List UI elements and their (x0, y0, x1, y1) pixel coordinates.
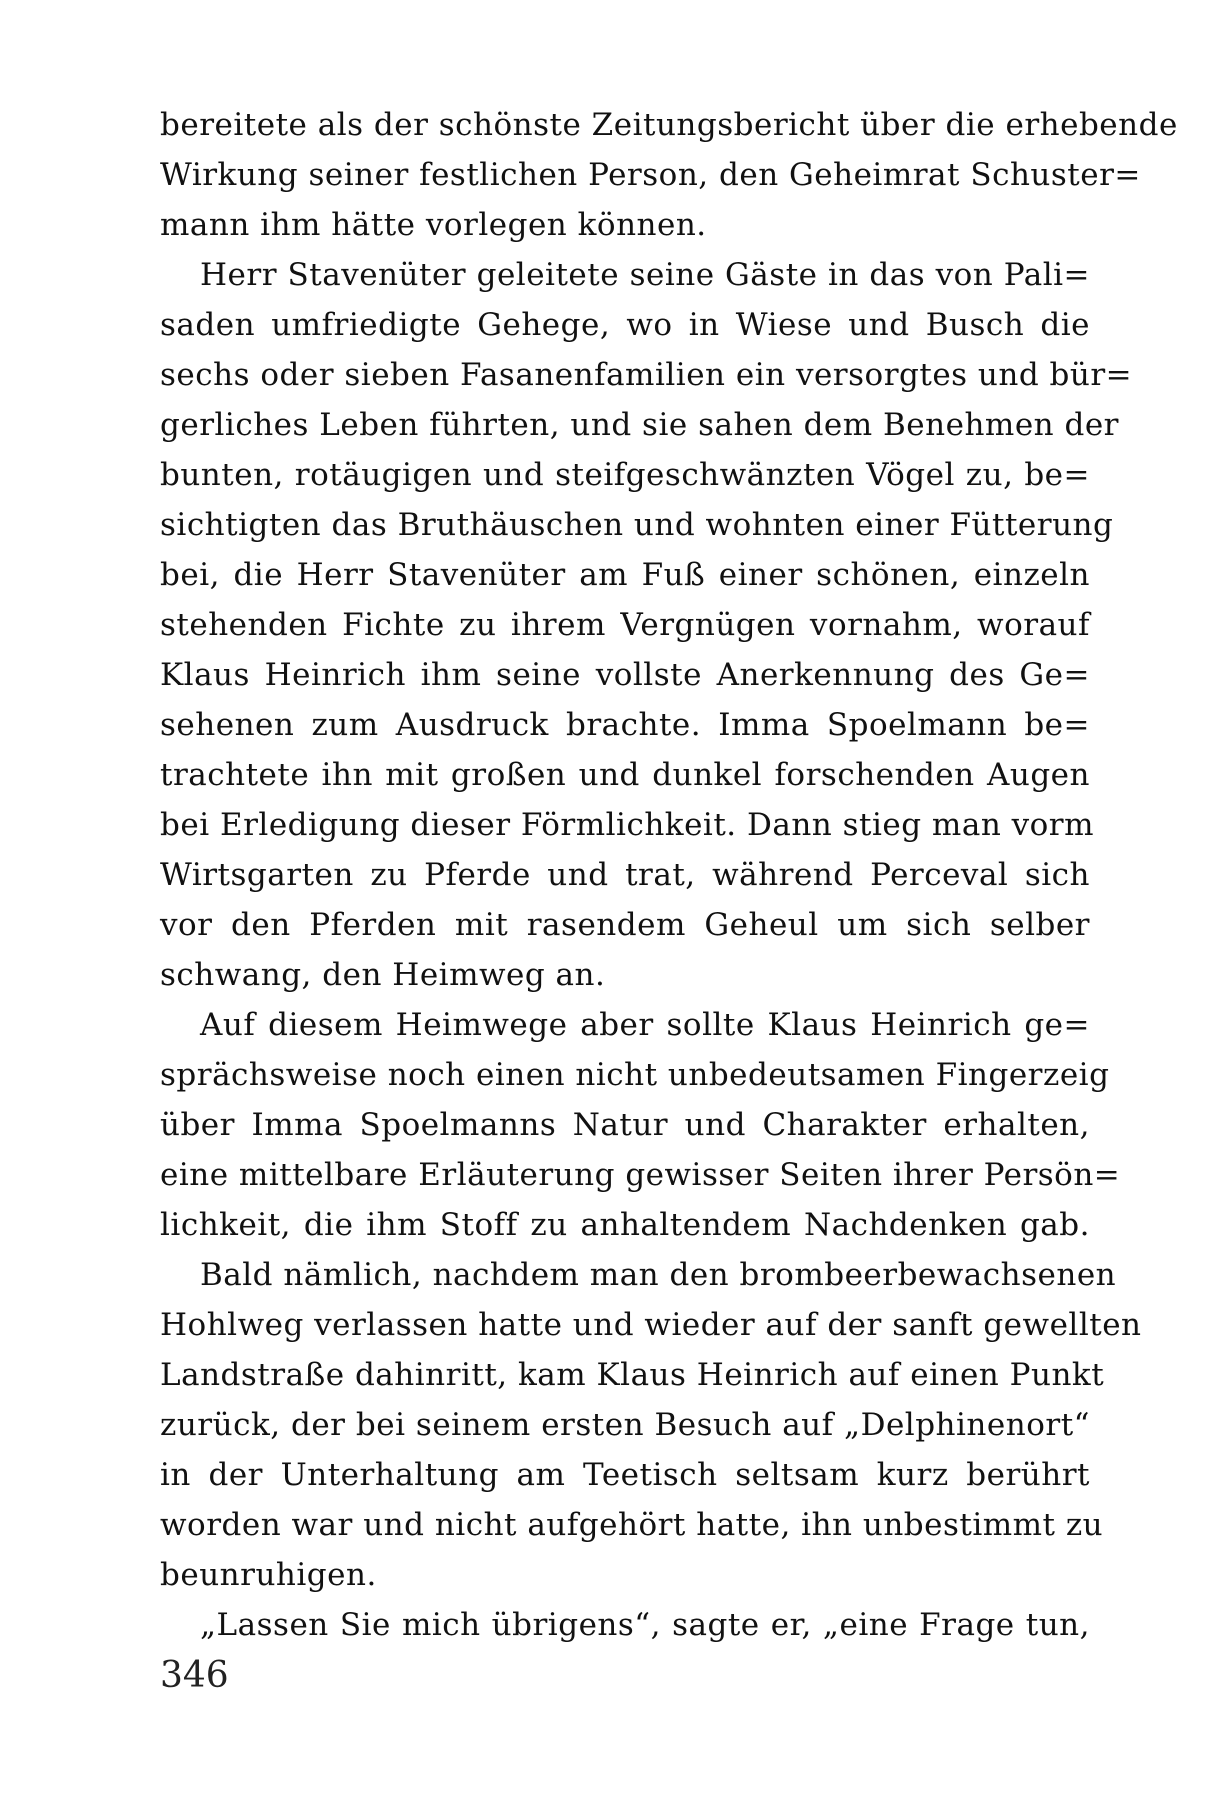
text-line: Wirkung seiner festlichen Person, den Geheimrat Schuster= (160, 157, 1141, 193)
text-line: Auf diesem Heimwege aber sollte Klaus Heinrich ge= (200, 1007, 1090, 1043)
text-line: vor den Pferden mit rasendem Geheul um sich selber (160, 907, 1090, 943)
text-line: sehenen zum Ausdruck brachte. Imma Spoelmann be= (160, 707, 1090, 743)
text-line: in der Unterhaltung am Teetisch seltsam kurz berührt (160, 1457, 1090, 1493)
text-line: stehenden Fichte zu ihrem Vergnügen vornahm, worauf (160, 607, 1090, 643)
text-line: über Imma Spoelmanns Natur und Charakter erhalten, (160, 1107, 1090, 1143)
text-line: lichkeit, die ihm Stoff zu anhaltendem Nachdenken gab. (160, 1207, 1090, 1243)
text-line: Landstraße dahinritt, kam Klaus Heinrich auf einen Punkt (160, 1357, 1105, 1393)
text-line: zurück, der bei seinem ersten Besuch auf „Delphinenort“ (160, 1407, 1090, 1443)
text-line: eine mittelbare Erläuterung gewisser Seiten ihrer Persön= (160, 1157, 1121, 1193)
body-text (160, 100, 1178, 1650)
text-line: beunruhigen. (160, 1557, 377, 1593)
text-line: Klaus Heinrich ihm seine vollste Anerkennung des Ge= (160, 657, 1090, 693)
text-line: bunten, rotäugigen und steifgeschwänzten Vögel zu, be= (160, 457, 1090, 493)
text-line: bereitete als der schönste Zeitungsbericht über die erhebende (160, 107, 1178, 143)
page-number: 346 (160, 1655, 229, 1696)
text-line: Herr Stavenüter geleitete seine Gäste in das von Pali= (200, 257, 1090, 293)
text-line: bei, die Herr Stavenüter am Fuß einer schönen, einzeln (160, 557, 1090, 593)
text-line: schwang, den Heimweg an. (160, 957, 606, 993)
text-line: mann ihm hätte vorlegen können. (160, 207, 707, 243)
text-line: Wirtsgarten zu Pferde und trat, während Perceval sich (160, 857, 1090, 893)
paragraph-5 (160, 1600, 1090, 1650)
text-line: sprächsweise noch einen nicht unbedeutsamen Fingerzeig (160, 1057, 1110, 1093)
text-line: sichtigten das Bruthäuschen und wohnten einer Fütterung (160, 507, 1114, 543)
paragraph-3 (160, 1000, 1121, 1250)
text-line: sechs oder sieben Fasanenfamilien ein versorgtes und bür= (160, 357, 1133, 393)
text-line: trachtete ihn mit großen und dunkel forschenden Augen (160, 757, 1090, 793)
text-line: Bald nämlich, nachdem man den brombeerbewachsenen (200, 1257, 1117, 1293)
paragraph-4 (160, 1250, 1142, 1600)
text-line: gerliches Leben führten, und sie sahen dem Benehmen der (160, 407, 1119, 443)
paragraph-1 (160, 100, 1178, 250)
text-line: „Lassen Sie mich übrigens“, sagte er, „eine Frage tun, (200, 1607, 1090, 1643)
text-line: Hohlweg verlassen hatte und wieder auf der sanft gewellten (160, 1307, 1142, 1343)
paragraph-2 (160, 250, 1133, 1000)
text-line: worden war und nicht aufgehört hatte, ihn unbestimmt zu (160, 1507, 1104, 1543)
text-line: saden umfriedigte Gehege, wo in Wiese und Busch die (160, 307, 1090, 343)
text-line: bei Erledigung dieser Förmlichkeit. Dann stieg man vorm (160, 807, 1095, 843)
